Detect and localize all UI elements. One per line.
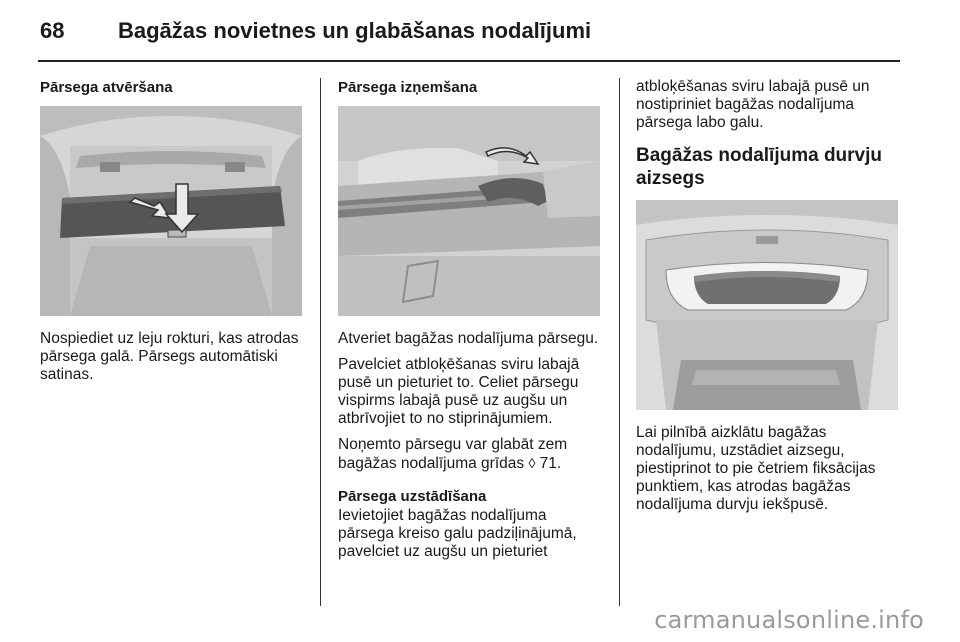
column-2: [338, 78, 602, 561]
page-title: Bagāžas novietnes un glabāšanas nodalījumi: [118, 18, 592, 43]
instruction-text: Nospiediet uz leju rokturi, kas atrodas pārsega galā. Pārsegs automātiski satinas.: [40, 330, 299, 383]
install-instruction: Ievietojiet bagāžas nodalījuma pārsega kreiso galu padziļinājumā, pavelciet uz augšu un pieturiet: [338, 507, 577, 560]
column-divider-2: [619, 78, 620, 606]
page-number: 68: [40, 18, 65, 43]
header-rule: [38, 60, 900, 62]
column-divider-1: [320, 78, 321, 606]
section-heading-installing-cover: Pārsega uzstādīšana: [338, 488, 487, 505]
tailgate-cover-instruction: Lai pilnībā aizklātu bagāžas nodalījumu, uzstādiet aizsegu, piestiprinot to pie četriem fiksācijas punktiem, kas atrodas bagāžas nodalījuma durvju iekšpusē.: [636, 424, 876, 513]
install-instruction-continued: atbloķēšanas sviru labajā pusē un nostipriniet bagāžas nodalījuma pārsega labo galu.: [636, 78, 870, 131]
storage-note-text: Noņemto pārsegu var glabāt zem bagāžas nodalījuma grīdas: [338, 436, 568, 472]
watermark: carmanualsonline.info: [654, 606, 924, 634]
section-heading-removing-cover: Pārsega izņemšana: [338, 79, 478, 96]
instruction-step-2: Pavelciet atbloķēšanas sviru labajā pusē un pieturiet to. Celiet pārsegu vispirms labajā pusē uz augšu un atbrīvojiet to no stiprinājumiem.: [338, 356, 580, 427]
tailgate-cover-illustration-icon: [636, 200, 898, 410]
instruction-step-1: Atveriet bagāžas nodalījuma pārsegu.: [338, 330, 599, 347]
column-3: [636, 78, 900, 514]
column-1: [40, 78, 304, 384]
storage-note: [338, 436, 602, 473]
cargo-cover-open-illustration-icon: [40, 106, 302, 316]
cargo-cover-removal-illustration-icon: [338, 106, 600, 316]
page-reference-icon: ◊: [528, 455, 536, 471]
page-reference-link[interactable]: 71.: [535, 455, 562, 472]
section-heading-tailgate-cover: Bagāžas nodalījuma durvju aizsegs: [636, 145, 882, 189]
section-heading-opening-cover: Pārsega atvēršana: [40, 79, 173, 96]
